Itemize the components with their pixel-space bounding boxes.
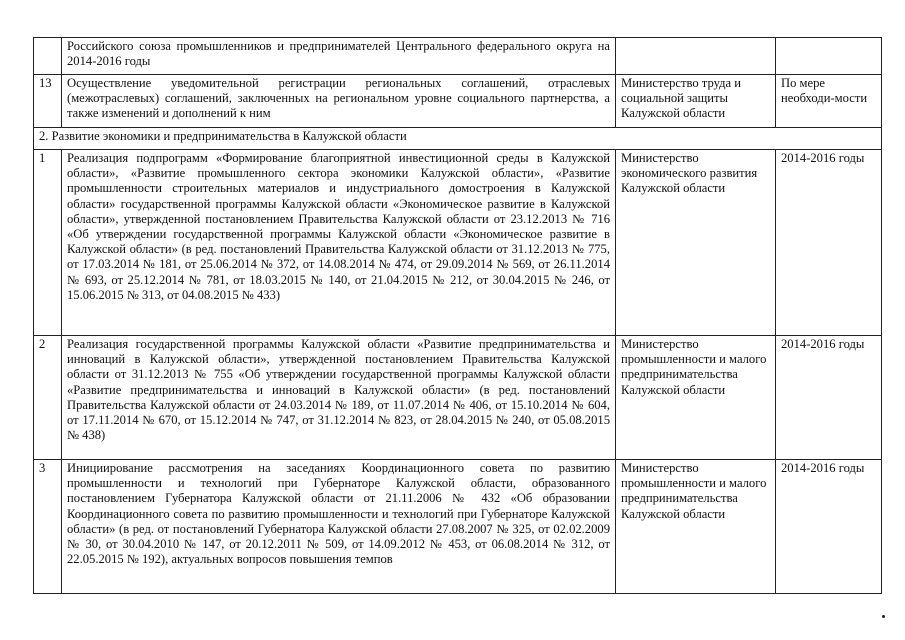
measures-table (33, 37, 882, 594)
responsible-body: Министерство промышленности и малого предпринимательства Калужской области (616, 460, 776, 594)
deadline: 2014-2016 годы (776, 336, 882, 460)
responsible-body: Министерство экономического развития Калужской области (616, 150, 776, 336)
row-number: 1 (34, 150, 62, 336)
table-row (34, 75, 882, 128)
row-number: 13 (34, 75, 62, 128)
measure-description: Реализация подпрограмм «Формирование благоприятной инвестиционной среды в Калужской области», «Развитие промышленного сектора экономики Калужской области», «Развитие промышленности строительных материалов и индустриального домостроения в Калужской области» государственной программы Калужской области «Экономическое развитие в Калужской области», утвержденной постановлением Правительства Калужской области от 23.12.2013 № 716 «Об утверждении государственной программы Калужской области «Экономическое развитие в Калужской области» (в ред. постановлений Правительства Калужской области от 31.12.2013 № 775, от 17.03.2014 № 181, от 25.06.2014 № 372, от 14.08.2014 № 474, от 29.09.2014 № 569, от 26.11.2014 № 693, от 25.12.2014 № 781, от 18.03.2015 № 140, от 21.04.2015 № 212, от 30.04.2015 № 246, от 15.06.2015 № 313, от 04.08.2015 № 433) (62, 150, 616, 336)
section-heading: 2. Развитие экономики и предпринимательства в Калужской области (34, 128, 882, 150)
responsible-body (616, 38, 776, 75)
deadline (776, 38, 882, 75)
responsible-body: Министерство промышленности и малого предпринимательства Калужской области (616, 336, 776, 460)
measure-description: Инициирование рассмотрения на заседаниях Координационного совета по развитию промышленности и технологий при Губернаторе Калужской области, образованного постановлением Губернатора Калужской области от 21.11.2006 № 432 «Об образовании Координационного совета по развитию промышленности и технологий при Губернаторе Калужской области» (в ред. от постановлений Губернатора Калужской области 27.08.2007 № 325, от 02.02.2009 № 30, от 30.04.2010 № 147, от 20.12.2011 № 509, от 14.09.2012 № 453, от 06.08.2014 № 312, от 22.05.2015 № 192), актуальных вопросов повышения темпов (62, 460, 616, 594)
table-row (34, 150, 882, 336)
measure-description: Осуществление уведомительной регистрации региональных соглашений, отраслевых (межотраслевых) соглашений, заключенных на региональном уровне социального партнерства, а также изменений и дополнений к ним (62, 75, 616, 128)
row-number (34, 38, 62, 75)
measure-description: Российского союза промышленников и предпринимателей Центрального федерального округа на 2014-2016 годы (62, 38, 616, 75)
table-row (34, 38, 882, 75)
row-number: 2 (34, 336, 62, 460)
row-number: 3 (34, 460, 62, 594)
deadline: 2014-2016 годы (776, 460, 882, 594)
scan-speck (882, 615, 885, 618)
section-row (34, 128, 882, 150)
measure-description: Реализация государственной программы Калужской области «Развитие предпринимательства и инноваций в Калужской области», утвержденной постановлением Правительства Калужской области от 31.12.2013 № 755 «Об утверждении государственной программы Калужской области «Развитие предпринимательства и инноваций в Калужской области» (в ред. постановлений Правительства Калужской области от 24.03.2014 № 189, от 11.07.2014 № 406, от 15.10.2014 № 604, от 17.11.2014 № 670, от 15.12.2014 № 747, от 31.12.2014 № 823, от 28.04.2015 № 240, от 05.08.2015 № 438) (62, 336, 616, 460)
responsible-body: Министерство труда и социальной защиты Калужской области (616, 75, 776, 128)
deadline: 2014-2016 годы (776, 150, 882, 336)
table-row (34, 336, 882, 460)
deadline: По мере необходи-мости (776, 75, 882, 128)
table-row (34, 460, 882, 594)
